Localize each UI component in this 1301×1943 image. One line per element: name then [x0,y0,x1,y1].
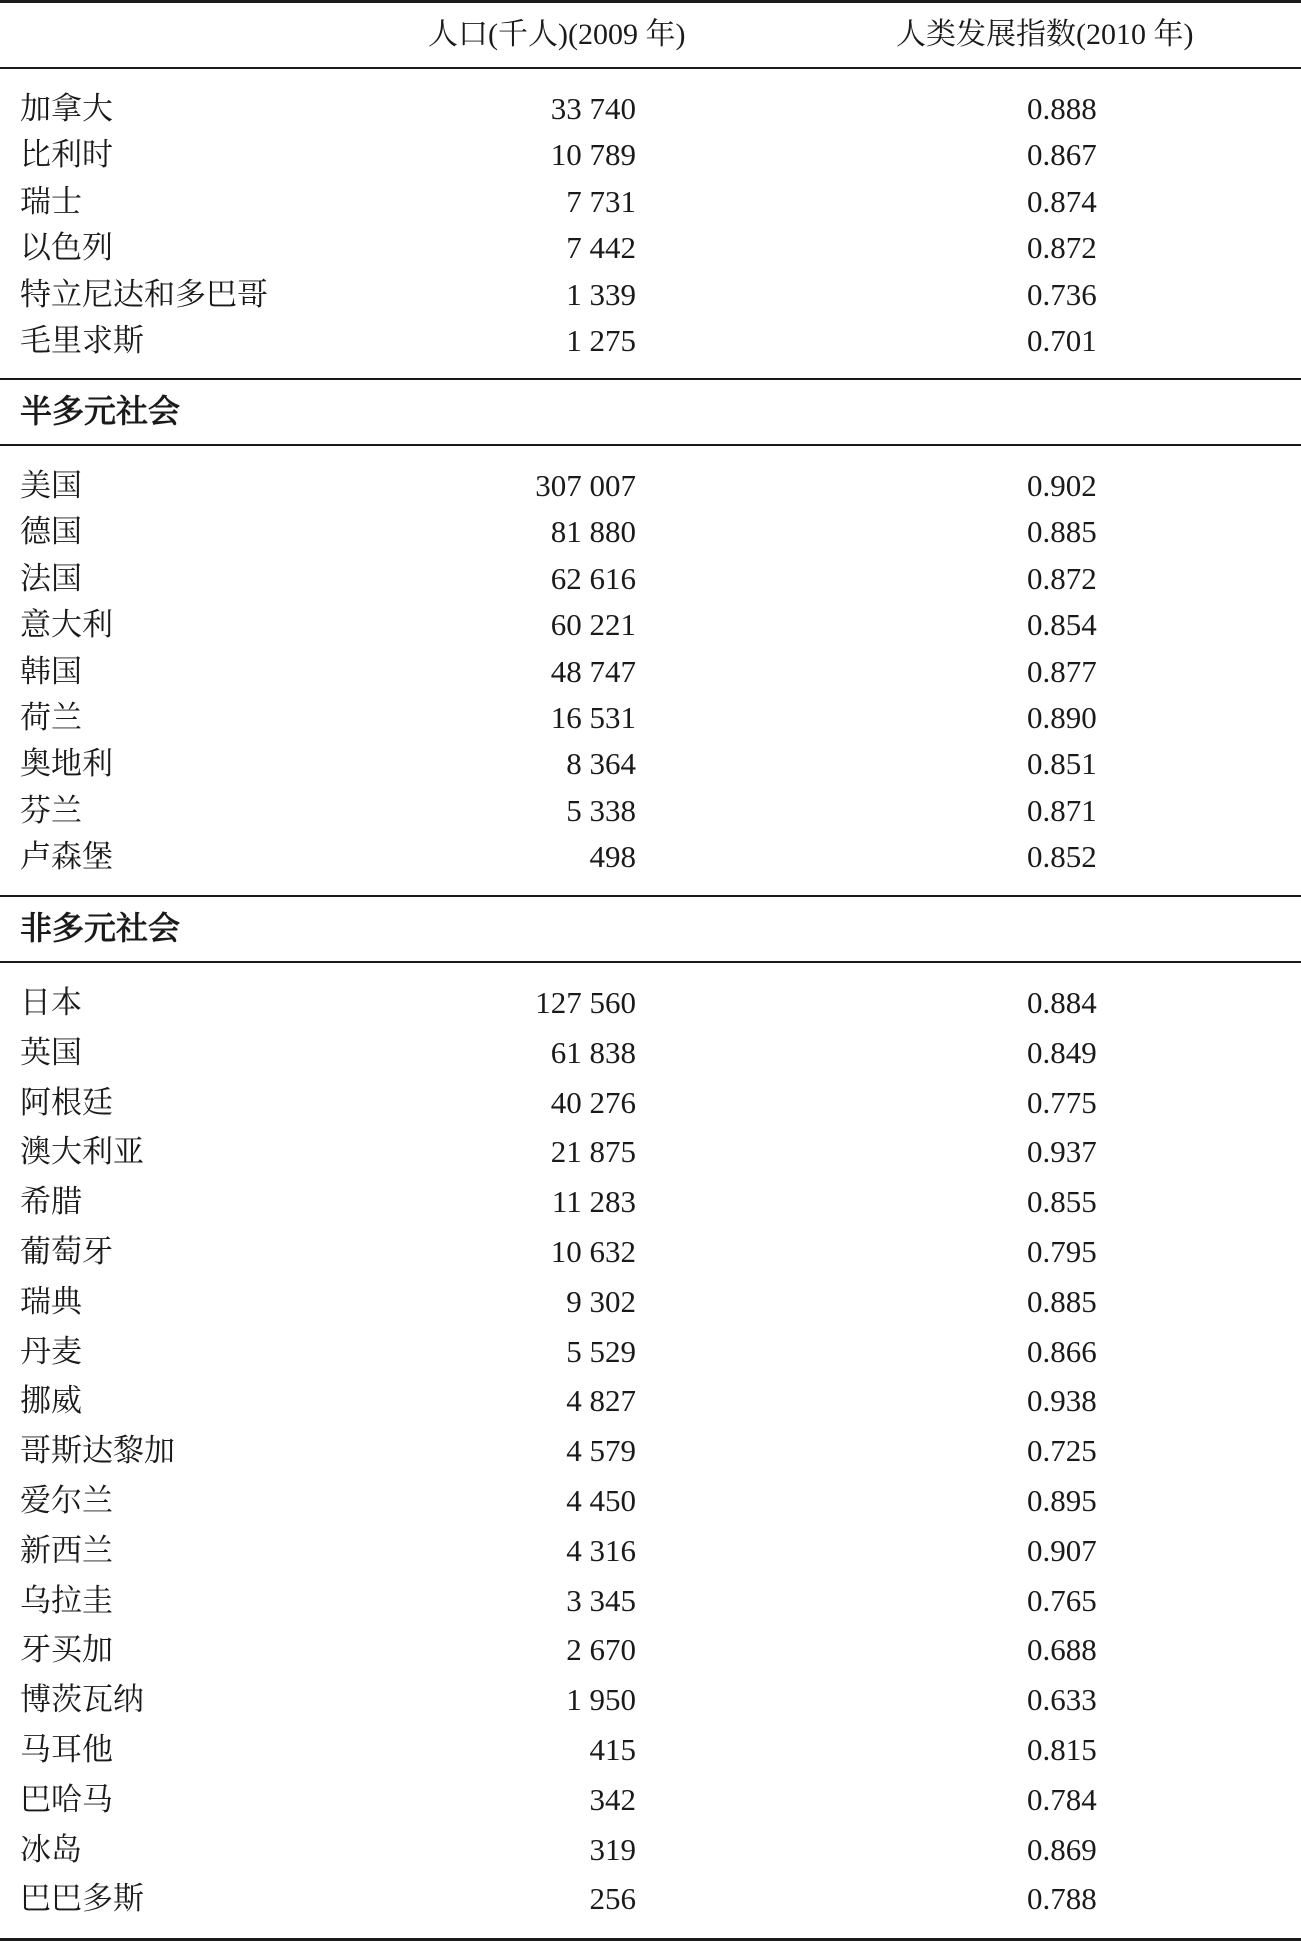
group-rule-below [0,444,1301,446]
table-row-hdi: 0.765 [1027,1583,1097,1618]
table-row-population: 48 747 [550,654,636,689]
table-row-country: 牙买加 [20,1632,113,1667]
table-row-country: 荷兰 [20,700,82,735]
table-row-country: 冰岛 [20,1832,82,1867]
table-row-hdi: 0.872 [1027,230,1097,265]
table-row-population: 3 345 [566,1583,636,1618]
table-row-population: 10 632 [550,1234,636,1269]
table-row-population: 256 [589,1881,636,1916]
table-row-country: 瑞士 [20,184,82,219]
table-row-hdi: 0.855 [1027,1184,1097,1219]
table-row-hdi: 0.937 [1027,1134,1097,1169]
table-row-population: 342 [589,1782,636,1817]
table-row-hdi: 0.736 [1027,277,1097,312]
table-row-country: 葡萄牙 [20,1234,113,1269]
table-row-population: 61 838 [550,1035,636,1070]
table-row-hdi: 0.867 [1027,137,1097,172]
header-rule [0,67,1301,69]
table-row-hdi: 0.795 [1027,1234,1097,1269]
table-top-rule [0,0,1301,3]
table-row-hdi: 0.866 [1027,1334,1097,1369]
table-row-population: 40 276 [550,1085,636,1120]
table-row-country: 阿根廷 [20,1085,113,1120]
table-row-population: 7 731 [566,184,636,219]
table-row-hdi: 0.884 [1027,985,1097,1020]
table-row-population: 5 529 [566,1334,636,1369]
table-row-hdi: 0.688 [1027,1632,1097,1667]
table-row-population: 415 [589,1732,636,1767]
group-title: 半多元社会 [20,393,181,429]
table-row-population: 62 616 [550,561,636,596]
table-row-country: 丹麦 [20,1334,82,1369]
table-row-country: 芬兰 [20,793,82,828]
table-row-hdi: 0.907 [1027,1533,1097,1568]
table-row-hdi: 0.877 [1027,654,1097,689]
table-row-population: 5 338 [566,793,636,828]
table-bottom-rule [0,1938,1301,1941]
table-row-hdi: 0.849 [1027,1035,1097,1070]
table-row-population: 4 450 [566,1483,636,1518]
group-rule-above [0,378,1301,380]
table-row-country: 英国 [20,1035,82,1070]
table-row-population: 4 827 [566,1383,636,1418]
table-row-country: 巴巴多斯 [20,1881,144,1916]
table-row-population: 16 531 [550,700,636,735]
table-row-hdi: 0.895 [1027,1483,1097,1518]
table-row-country: 以色列 [20,230,113,265]
table-row-population: 1 339 [566,277,636,312]
column-header-population: 人口(千人)(2009 年) [428,18,686,51]
table-row-country: 日本 [20,985,82,1020]
table-row-population: 33 740 [550,91,636,126]
table-row-population: 498 [589,839,636,874]
table-row-population: 127 560 [535,985,636,1020]
table-row-country: 乌拉圭 [20,1583,113,1618]
table-row-population: 81 880 [550,514,636,549]
table-row-population: 8 364 [566,746,636,781]
table-row-hdi: 0.874 [1027,184,1097,219]
table-row-population: 307 007 [535,468,636,503]
table-row-country: 博茨瓦纳 [20,1682,144,1717]
table-row-population: 1 950 [566,1682,636,1717]
table-row-country: 美国 [20,468,82,503]
table-row-population: 4 316 [566,1533,636,1568]
table-row-population: 4 579 [566,1433,636,1468]
table-row-country: 德国 [20,514,82,549]
table-row-country: 卢森堡 [20,839,113,874]
table-row-hdi: 0.784 [1027,1782,1097,1817]
table-row-hdi: 0.888 [1027,91,1097,126]
group-title: 非多元社会 [20,910,181,946]
table-row-country: 毛里求斯 [20,323,144,358]
table-row-population: 10 789 [550,137,636,172]
table-row-country: 加拿大 [20,91,113,126]
table-row-hdi: 0.872 [1027,561,1097,596]
table-row-hdi: 0.885 [1027,514,1097,549]
table-row-hdi: 0.852 [1027,839,1097,874]
table-row-hdi: 0.775 [1027,1085,1097,1120]
group-rule-above [0,895,1301,897]
table-row-country: 希腊 [20,1184,82,1219]
table-row-hdi: 0.854 [1027,607,1097,642]
table-row-country: 哥斯达黎加 [20,1433,175,1468]
table-row-hdi: 0.851 [1027,746,1097,781]
table-row-country: 新西兰 [20,1533,113,1568]
table-row-hdi: 0.902 [1027,468,1097,503]
table-row-hdi: 0.815 [1027,1732,1097,1767]
table-row-country: 瑞典 [20,1284,82,1319]
table-row-population: 9 302 [566,1284,636,1319]
table-row-population: 7 442 [566,230,636,265]
table-row-country: 巴哈马 [20,1782,113,1817]
table-row-country: 爱尔兰 [20,1483,113,1518]
table-row-hdi: 0.890 [1027,700,1097,735]
table-row-hdi: 0.871 [1027,793,1097,828]
table-row-country: 挪威 [20,1383,82,1418]
table-row-hdi: 0.725 [1027,1433,1097,1468]
table-row-population: 11 283 [551,1184,636,1219]
table-row-population: 1 275 [566,323,636,358]
table-row-hdi: 0.869 [1027,1832,1097,1867]
column-header-hdi: 人类发展指数(2010 年) [896,18,1194,51]
table-row-hdi: 0.938 [1027,1383,1097,1418]
table-row-country: 澳大利亚 [20,1134,144,1169]
table-row-country: 比利时 [20,137,113,172]
table-row-population: 60 221 [550,607,636,642]
table-row-hdi: 0.633 [1027,1682,1097,1717]
table-row-country: 奥地利 [20,746,113,781]
table-row-population: 2 670 [566,1632,636,1667]
table-row-population: 21 875 [550,1134,636,1169]
table-row-country: 马耳他 [20,1732,113,1767]
table-row-country: 意大利 [20,607,113,642]
table-row-hdi: 0.701 [1027,323,1097,358]
group-rule-below [0,961,1301,963]
table-row-hdi: 0.788 [1027,1881,1097,1916]
table-row-population: 319 [589,1832,636,1867]
table-row-country: 韩国 [20,654,82,689]
table-row-country: 法国 [20,561,82,596]
table-row-country: 特立尼达和多巴哥 [20,277,268,312]
table-row-hdi: 0.885 [1027,1284,1097,1319]
